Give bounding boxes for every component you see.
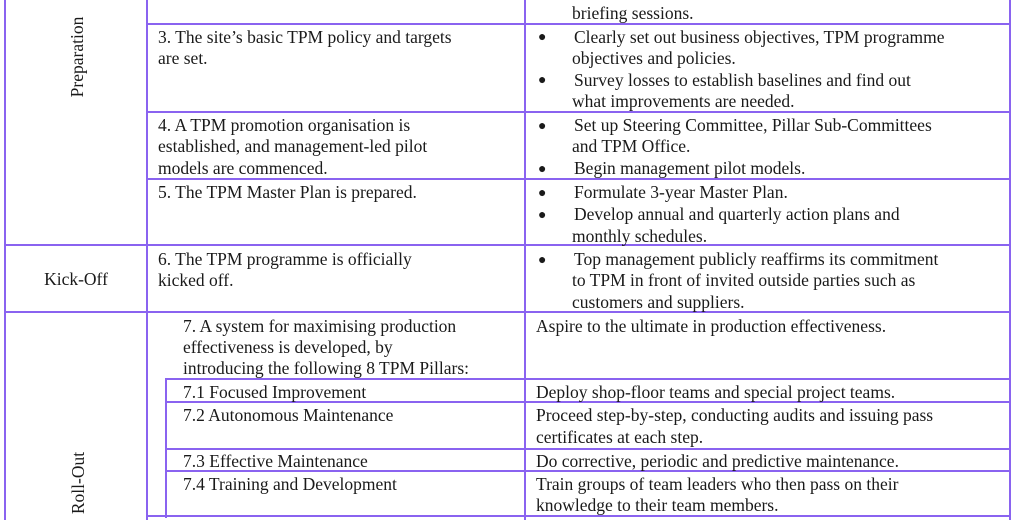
step-text: 7. A system for maximising production xyxy=(183,316,457,336)
step-text: kicked off. xyxy=(158,270,234,290)
action-text: what improvements are needed. xyxy=(572,91,795,111)
action-text: Survey losses to establish baselines and find out xyxy=(574,70,911,90)
step-text: 4. A TPM promotion organisation is xyxy=(158,115,411,135)
action-text: Formulate 3-year Master Plan. xyxy=(574,182,788,202)
action-text: monthly schedules. xyxy=(572,226,708,246)
action-text: Top management publicly reaffirms its commitment xyxy=(574,249,939,269)
bullet-icon: ● xyxy=(538,253,547,268)
action-text: Develop annual and quarterly action plans and xyxy=(574,204,900,224)
bullet-icon: ● xyxy=(538,73,547,88)
action-text: certificates at each step. xyxy=(536,427,704,447)
step-text: introducing the following 8 TPM Pillars: xyxy=(183,358,469,378)
bullet-icon: ● xyxy=(538,119,547,134)
step-text: established, and management-led pilot xyxy=(158,136,428,156)
action-text: Begin management pilot models. xyxy=(574,158,806,178)
table-left-border xyxy=(4,0,6,520)
action-text: to TPM in front of invited outside parties such as xyxy=(572,270,916,290)
action-text: Proceed step-by-step, conducting audits and issuing pass xyxy=(536,405,934,425)
action-text: and TPM Office. xyxy=(572,136,691,156)
action-column-divider xyxy=(524,0,526,520)
pillar-label: 7.3 Effective Maintenance xyxy=(183,451,368,471)
stage-label-preparation: Preparation xyxy=(67,16,87,98)
action-text: Do corrective, periodic and predictive maintenance. xyxy=(536,451,899,471)
action-text: Aspire to the ultimate in production effectiveness. xyxy=(536,316,887,336)
stage-column-divider xyxy=(146,0,148,520)
action-text: customers and suppliers. xyxy=(572,292,745,312)
bullet-icon: ● xyxy=(538,208,547,223)
bullet-icon: ● xyxy=(538,186,547,201)
pillar-label: 7.1 Focused Improvement xyxy=(183,382,367,402)
bullet-icon: ● xyxy=(538,30,547,45)
action-text: Clearly set out business objectives, TPM programme xyxy=(574,27,945,47)
action-text: Deploy shop-floor teams and special project teams. xyxy=(536,382,896,402)
action-text: knowledge to their team members. xyxy=(536,495,779,515)
step-text: 3. The site’s basic TPM policy and targets xyxy=(158,27,452,47)
action-text: briefing sessions. xyxy=(572,3,694,23)
pillar-label: 7.4 Training and Development xyxy=(183,474,397,494)
bullet-icon: ● xyxy=(538,162,547,177)
action-text: objectives and policies. xyxy=(572,48,736,68)
stage-line xyxy=(4,311,1011,313)
pillar-label: 7.2 Autonomous Maintenance xyxy=(183,405,394,425)
stage-label-rollout: Roll-Out xyxy=(68,451,88,515)
stage-label-kickoff: Kick-Off xyxy=(44,269,108,289)
step-text: are set. xyxy=(158,48,208,68)
action-text: Train groups of team leaders who then pass on their xyxy=(536,474,899,494)
step-text: effectiveness is developed, by xyxy=(183,337,393,357)
step-text: 6. The TPM programme is officially xyxy=(158,249,412,269)
table-right-border xyxy=(1009,0,1011,520)
step-text: 5. The TPM Master Plan is prepared. xyxy=(158,182,417,202)
action-text: Set up Steering Committee, Pillar Sub-Committees xyxy=(574,115,932,135)
stage-line xyxy=(4,244,1011,246)
step-text: models are commenced. xyxy=(158,158,328,178)
